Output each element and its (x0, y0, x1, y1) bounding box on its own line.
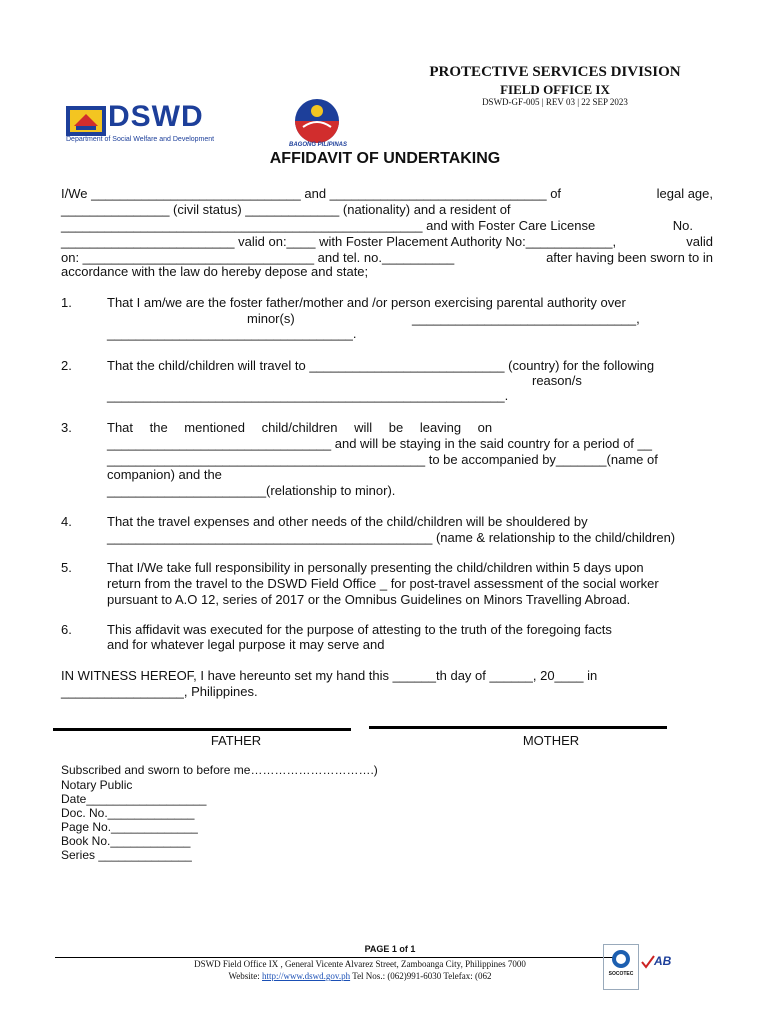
dswd-logo-subtitle: Department of Social Welfare and Development (66, 136, 215, 143)
item-2-line-1: That the child/children will travel to ___________________________ (country) for the following (107, 358, 655, 373)
father-signature-line (53, 728, 351, 731)
website-link[interactable]: http://www.dswd.gov.ph (262, 971, 351, 981)
intro-line-4-end: valid (686, 234, 713, 249)
website-label: Website: (228, 971, 263, 981)
dswd-logo-text: DSWD (108, 100, 204, 133)
intro-line-1-end: legal age, (656, 186, 713, 201)
notary-book-no: Book No.____________ (61, 834, 191, 848)
notary-series: Series ______________ (61, 848, 192, 862)
socotec-logo-icon (608, 949, 634, 969)
item-4-number: 4. (61, 514, 72, 529)
item-1-minors-blank: _______________________________, (412, 311, 640, 326)
mother-signature-line (369, 726, 667, 729)
intro-line-4 (61, 234, 713, 250)
footer-phone: Tel Nos.: (062)991-6030 Telefax: (062 (350, 971, 492, 981)
item-2-number: 2. (61, 358, 72, 373)
item-6-line-2: and for whatever legal purpose it may serve and (107, 637, 385, 652)
intro-line-1 (61, 186, 713, 202)
notary-date: Date__________________ (61, 792, 207, 806)
item-6-line-1: This affidavit was executed for the purpose of attesting to the truth of the foregoing facts (107, 622, 612, 637)
item-3-line-5: ______________________(relationship to minor). (107, 483, 396, 498)
footer-address: DSWD Field Office IX , General Vicente Alvarez Street, Zamboanga City, Philippines 7000 (194, 959, 526, 969)
item-1-line-3: __________________________________. (107, 326, 357, 341)
intro-line-3-text: __________________________________________________ and with Foster Care License (61, 218, 596, 233)
notary-public: Notary Public (61, 778, 133, 792)
item-3-number: 3. (61, 420, 72, 435)
item-3-line-3: ____________________________________________ to be accompanied by_______(name of (107, 452, 658, 467)
dswd-emblem-icon (66, 106, 106, 136)
item-4-line-1: That the travel expenses and other needs of the child/children will be shouldered by (107, 514, 588, 529)
document-title: AFFIDAVIT OF UNDERTAKING (269, 150, 501, 167)
witness-line-1: IN WITNESS HEREOF, I have hereunto set my hand this ______th day of ______, 20____ in (61, 668, 598, 683)
item-2-line-2: reason/s (532, 373, 582, 388)
field-office: FIELD OFFICE IX (500, 82, 610, 97)
notary-doc-no: Doc. No._____________ (61, 806, 195, 820)
intro-line-5-text: on: ________________________________ and tel. no.__________ (61, 250, 455, 265)
dswd-logo (66, 100, 236, 146)
notary-page-no: Page No._____________ (61, 820, 198, 834)
division-title: PROTECTIVE SERVICES DIVISION (429, 64, 681, 80)
item-3-line-2: _______________________________ and will be staying in the said country for a period of __ (107, 436, 652, 451)
accreditation-text: AB (654, 954, 672, 968)
item-5-line-1: That I/We take full responsibility in personally presenting the child/children within 5 days upon (107, 560, 644, 575)
page-number: PAGE 1 of 1 (364, 944, 416, 954)
item-6-number: 6. (61, 622, 72, 637)
bagong-pilipinas-logo (284, 97, 354, 153)
bagong-pilipinas-text: BAGONG PILIPINAS (288, 142, 347, 148)
socotec-badge (603, 944, 639, 990)
item-5-number: 5. (61, 560, 72, 575)
footer-divider (55, 957, 615, 958)
intro-line-3 (61, 218, 693, 234)
intro-line-3-end: No. (672, 218, 693, 233)
mother-label: MOTHER (522, 733, 580, 748)
item-5-line-3: pursuant to A.O 12, series of 2017 or the Omnibus Guidelines on Minors Travelling Abroad. (107, 592, 631, 607)
item-4-line-2: _____________________________________________ (name & relationship to the child/children) (107, 530, 676, 545)
item-5-line-2: return from the travel to the DSWD Field Office _ for post-travel assessment of the social worker (107, 576, 659, 591)
notary-subscribed: Subscribed and sworn to before me………………………….) (61, 763, 378, 777)
intro-line-5-end: after having been sworn to in (546, 250, 713, 265)
accreditation-badge (640, 946, 674, 986)
witness-line-2: _________________, Philippines. (61, 684, 258, 699)
intro-line-1-text: I/We _____________________________ and ______________________________ of (61, 186, 562, 201)
item-1-line-1: That I am/we are the foster father/mother and /or person exercising parental authority over (107, 295, 626, 310)
item-1-number: 1. (61, 295, 72, 310)
item-3-line-4: companion) and the (107, 467, 222, 482)
footer-contact (120, 971, 600, 981)
intro-line-6: accordance with the law do hereby depose and state; (61, 264, 369, 279)
intro-line-4-text: ________________________ valid on:____ with Foster Placement Authority No:____________, (61, 234, 617, 249)
father-label: FATHER (210, 733, 262, 748)
form-code: DSWD-GF-005 | REV 03 | 22 SEP 2023 (482, 97, 628, 107)
intro-line-2: _______________ (civil status) _____________ (nationality) and a resident of (61, 202, 511, 217)
item-1-minors-label: minor(s) (247, 311, 295, 326)
bagong-pilipinas-emblem-icon (287, 97, 347, 145)
item-3-line-1: That the mentioned child/children will be leaving on (107, 420, 493, 435)
item-2-line-3: _______________________________________________________. (107, 388, 509, 403)
socotec-text: SOCOTEC (608, 971, 634, 977)
